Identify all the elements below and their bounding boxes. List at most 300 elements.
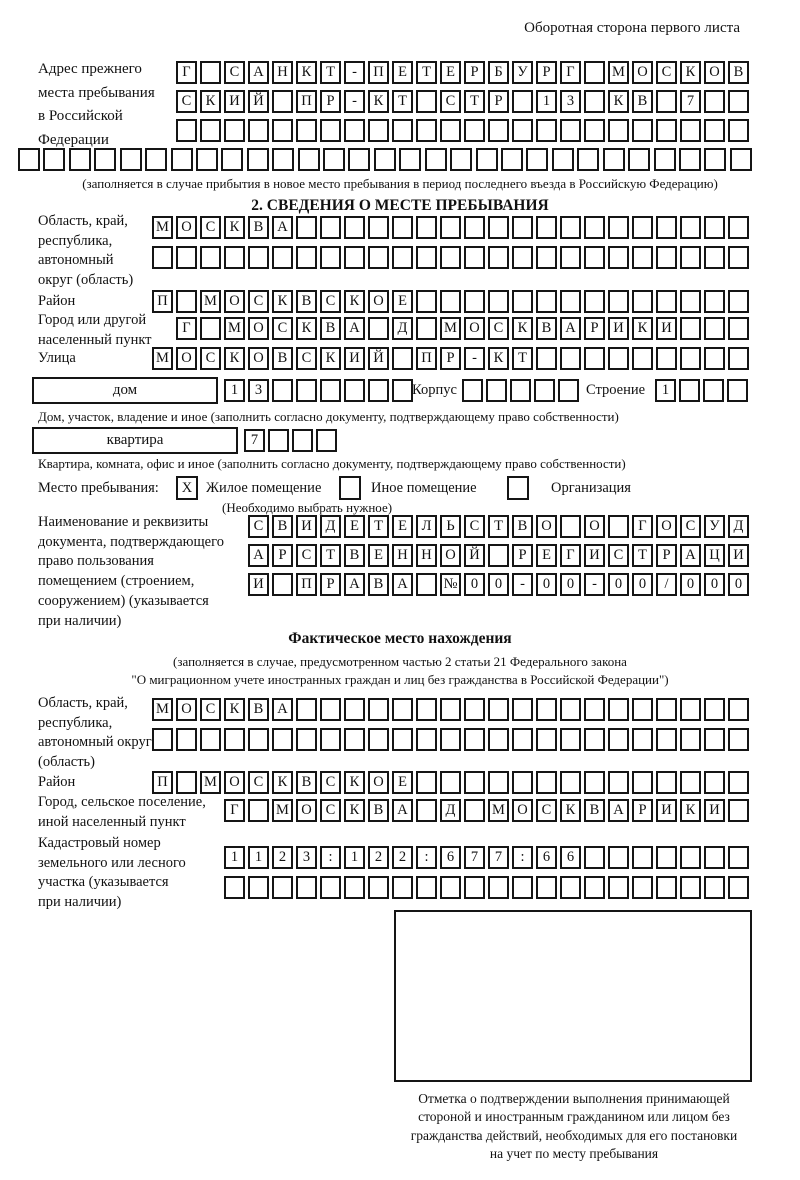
char-box[interactable]: - — [464, 347, 485, 370]
char-box[interactable] — [272, 246, 293, 269]
char-box[interactable] — [608, 515, 629, 538]
char-box[interactable] — [560, 771, 581, 794]
char-box[interactable] — [536, 728, 557, 751]
char-box[interactable] — [200, 119, 221, 142]
char-box[interactable] — [560, 698, 581, 721]
char-box[interactable]: Н — [416, 544, 437, 567]
char-box[interactable] — [680, 347, 701, 370]
char-box[interactable] — [584, 246, 605, 269]
char-box[interactable] — [221, 148, 243, 171]
char-box[interactable] — [344, 246, 365, 269]
char-box[interactable] — [536, 698, 557, 721]
char-box[interactable]: Р — [632, 799, 653, 822]
char-box[interactable] — [608, 771, 629, 794]
char-box[interactable] — [656, 728, 677, 751]
char-box[interactable] — [320, 119, 341, 142]
char-box[interactable]: С — [656, 61, 677, 84]
char-box[interactable] — [577, 148, 599, 171]
char-box[interactable]: Д — [728, 515, 749, 538]
char-box[interactable]: С — [248, 771, 269, 794]
char-box[interactable]: В — [248, 698, 269, 721]
checkbox-inoe-pomeshchenie[interactable] — [339, 476, 361, 500]
char-box[interactable]: Й — [248, 90, 269, 113]
char-box[interactable]: К — [224, 347, 245, 370]
char-box[interactable] — [656, 698, 677, 721]
char-box[interactable] — [320, 876, 341, 899]
char-box[interactable]: К — [488, 347, 509, 370]
char-box[interactable] — [392, 119, 413, 142]
char-box[interactable]: К — [224, 216, 245, 239]
char-box[interactable] — [654, 148, 676, 171]
char-box[interactable]: П — [416, 347, 437, 370]
char-box[interactable]: Е — [392, 290, 413, 313]
char-box[interactable] — [632, 876, 653, 899]
char-box[interactable]: Е — [392, 515, 413, 538]
char-box[interactable]: Д — [392, 317, 413, 340]
char-box[interactable]: В — [296, 771, 317, 794]
char-box[interactable] — [632, 347, 653, 370]
char-box[interactable]: С — [200, 216, 221, 239]
char-box[interactable] — [728, 698, 749, 721]
char-box[interactable]: / — [656, 573, 677, 596]
char-box[interactable] — [603, 148, 625, 171]
char-box[interactable]: № — [440, 573, 461, 596]
char-box[interactable]: В — [368, 799, 389, 822]
char-box[interactable]: А — [344, 573, 365, 596]
char-box[interactable] — [728, 119, 749, 142]
char-box[interactable] — [680, 846, 701, 869]
char-box[interactable]: : — [320, 846, 341, 869]
char-box[interactable] — [440, 771, 461, 794]
char-box[interactable]: С — [176, 90, 197, 113]
char-box[interactable]: И — [728, 544, 749, 567]
char-box[interactable] — [296, 698, 317, 721]
char-box[interactable] — [704, 347, 725, 370]
char-box[interactable]: Е — [440, 61, 461, 84]
char-box[interactable] — [584, 90, 605, 113]
char-box[interactable]: А — [248, 61, 269, 84]
char-box[interactable] — [416, 799, 437, 822]
char-box[interactable] — [608, 119, 629, 142]
char-box[interactable] — [171, 148, 193, 171]
char-box[interactable]: 7 — [244, 429, 265, 452]
char-box[interactable] — [558, 379, 579, 402]
char-box[interactable]: С — [200, 347, 221, 370]
char-box[interactable]: К — [296, 317, 317, 340]
char-box[interactable] — [560, 119, 581, 142]
char-box[interactable]: 0 — [728, 573, 749, 596]
char-box[interactable]: А — [680, 544, 701, 567]
char-box[interactable]: Г — [632, 515, 653, 538]
char-box[interactable]: С — [224, 61, 245, 84]
char-box[interactable] — [268, 429, 289, 452]
char-box[interactable] — [416, 90, 437, 113]
char-box[interactable]: И — [584, 544, 605, 567]
char-box[interactable]: С — [320, 290, 341, 313]
char-box[interactable]: С — [536, 799, 557, 822]
char-box[interactable]: С — [680, 515, 701, 538]
char-box[interactable] — [488, 876, 509, 899]
char-box[interactable] — [368, 379, 389, 402]
char-box[interactable] — [680, 728, 701, 751]
char-box[interactable]: Г — [560, 544, 581, 567]
char-box[interactable] — [704, 728, 725, 751]
char-box[interactable] — [728, 876, 749, 899]
char-box[interactable] — [296, 246, 317, 269]
char-box[interactable] — [512, 290, 533, 313]
char-box[interactable] — [704, 876, 725, 899]
char-box[interactable] — [632, 119, 653, 142]
char-box[interactable]: В — [296, 290, 317, 313]
char-box[interactable]: М — [272, 799, 293, 822]
char-box[interactable]: У — [704, 515, 725, 538]
char-box[interactable] — [272, 728, 293, 751]
char-box[interactable] — [344, 119, 365, 142]
char-box[interactable]: - — [344, 61, 365, 84]
char-box[interactable] — [272, 148, 294, 171]
char-box[interactable] — [704, 771, 725, 794]
char-box[interactable] — [296, 216, 317, 239]
char-box[interactable]: В — [584, 799, 605, 822]
char-box[interactable]: Ц — [704, 544, 725, 567]
char-box[interactable]: М — [152, 216, 173, 239]
char-box[interactable] — [512, 246, 533, 269]
char-box[interactable] — [584, 771, 605, 794]
char-box[interactable]: А — [248, 544, 269, 567]
char-box[interactable] — [704, 846, 725, 869]
char-box[interactable] — [656, 290, 677, 313]
char-box[interactable] — [704, 290, 725, 313]
char-box[interactable]: М — [488, 799, 509, 822]
char-box[interactable]: В — [272, 515, 293, 538]
char-box[interactable] — [272, 119, 293, 142]
char-box[interactable] — [680, 290, 701, 313]
char-box[interactable] — [704, 119, 725, 142]
char-box[interactable] — [584, 728, 605, 751]
char-box[interactable] — [392, 698, 413, 721]
char-box[interactable] — [152, 728, 173, 751]
char-box[interactable]: С — [272, 317, 293, 340]
char-box[interactable]: - — [584, 573, 605, 596]
char-box[interactable] — [296, 728, 317, 751]
char-box[interactable]: И — [296, 515, 317, 538]
char-box[interactable] — [344, 216, 365, 239]
char-box[interactable]: И — [344, 347, 365, 370]
char-box[interactable] — [416, 698, 437, 721]
char-box[interactable] — [534, 379, 555, 402]
char-box[interactable] — [536, 771, 557, 794]
char-box[interactable]: 7 — [680, 90, 701, 113]
char-box[interactable] — [536, 119, 557, 142]
char-box[interactable] — [526, 148, 548, 171]
char-box[interactable] — [560, 216, 581, 239]
char-box[interactable] — [248, 119, 269, 142]
char-box[interactable] — [323, 148, 345, 171]
char-box[interactable]: 3 — [248, 379, 269, 402]
char-box[interactable]: Г — [176, 61, 197, 84]
char-box[interactable]: Г — [176, 317, 197, 340]
char-box[interactable] — [176, 290, 197, 313]
char-box[interactable] — [368, 216, 389, 239]
char-box[interactable] — [488, 771, 509, 794]
char-box[interactable]: Р — [272, 544, 293, 567]
char-box[interactable] — [200, 317, 221, 340]
char-box[interactable]: О — [464, 317, 485, 340]
char-box[interactable] — [416, 317, 437, 340]
char-box[interactable]: М — [200, 290, 221, 313]
char-box[interactable]: О — [248, 347, 269, 370]
char-box[interactable] — [94, 148, 116, 171]
char-box[interactable] — [248, 799, 269, 822]
char-box[interactable]: В — [728, 61, 749, 84]
char-box[interactable]: К — [320, 347, 341, 370]
char-box[interactable] — [176, 119, 197, 142]
char-box[interactable]: В — [320, 317, 341, 340]
char-box[interactable]: П — [152, 290, 173, 313]
char-box[interactable]: О — [176, 347, 197, 370]
char-box[interactable]: Е — [368, 544, 389, 567]
char-box[interactable]: 6 — [536, 846, 557, 869]
char-box[interactable] — [512, 698, 533, 721]
char-box[interactable]: В — [536, 317, 557, 340]
char-box[interactable]: О — [224, 771, 245, 794]
char-box[interactable]: К — [512, 317, 533, 340]
char-box[interactable] — [464, 698, 485, 721]
char-box[interactable] — [464, 876, 485, 899]
char-box[interactable] — [416, 771, 437, 794]
char-box[interactable] — [728, 90, 749, 113]
char-box[interactable]: С — [464, 515, 485, 538]
char-box[interactable] — [656, 216, 677, 239]
char-box[interactable] — [536, 876, 557, 899]
char-box[interactable]: М — [152, 347, 173, 370]
char-box[interactable]: Г — [224, 799, 245, 822]
char-box[interactable]: Т — [392, 90, 413, 113]
char-box[interactable]: К — [272, 290, 293, 313]
char-box[interactable] — [152, 246, 173, 269]
char-box[interactable]: 0 — [632, 573, 653, 596]
char-box[interactable]: В — [344, 544, 365, 567]
char-box[interactable] — [728, 290, 749, 313]
char-box[interactable] — [488, 698, 509, 721]
char-box[interactable]: 1 — [224, 379, 245, 402]
char-box[interactable]: 0 — [608, 573, 629, 596]
char-box[interactable]: : — [416, 846, 437, 869]
char-box[interactable] — [632, 246, 653, 269]
char-box[interactable] — [560, 290, 581, 313]
char-box[interactable] — [416, 573, 437, 596]
char-box[interactable]: 7 — [488, 846, 509, 869]
char-box[interactable]: 0 — [464, 573, 485, 596]
char-box[interactable]: М — [440, 317, 461, 340]
char-box[interactable]: А — [392, 799, 413, 822]
char-box[interactable] — [728, 728, 749, 751]
char-box[interactable] — [320, 246, 341, 269]
char-box[interactable]: Й — [368, 347, 389, 370]
char-box[interactable] — [298, 148, 320, 171]
char-box[interactable] — [320, 698, 341, 721]
char-box[interactable] — [608, 846, 629, 869]
char-box[interactable] — [680, 246, 701, 269]
char-box[interactable]: С — [296, 544, 317, 567]
char-box[interactable] — [392, 379, 413, 402]
char-box[interactable]: 0 — [704, 573, 725, 596]
char-box[interactable] — [224, 119, 245, 142]
char-box[interactable] — [292, 429, 313, 452]
char-box[interactable]: 7 — [464, 846, 485, 869]
char-box[interactable] — [628, 148, 650, 171]
char-box[interactable] — [272, 573, 293, 596]
char-box[interactable]: К — [200, 90, 221, 113]
char-box[interactable]: И — [656, 799, 677, 822]
char-box[interactable] — [464, 290, 485, 313]
char-box[interactable] — [552, 148, 574, 171]
char-box[interactable]: С — [608, 544, 629, 567]
char-box[interactable] — [608, 216, 629, 239]
char-box[interactable] — [728, 246, 749, 269]
char-box[interactable] — [368, 317, 389, 340]
char-box[interactable] — [512, 771, 533, 794]
char-box[interactable]: И — [656, 317, 677, 340]
char-box[interactable] — [399, 148, 421, 171]
char-box[interactable]: Р — [536, 61, 557, 84]
char-box[interactable] — [704, 246, 725, 269]
char-box[interactable]: О — [248, 317, 269, 340]
char-box[interactable] — [679, 379, 700, 402]
char-box[interactable] — [584, 876, 605, 899]
char-box[interactable] — [374, 148, 396, 171]
char-box[interactable] — [488, 246, 509, 269]
char-box[interactable]: М — [608, 61, 629, 84]
char-box[interactable] — [728, 317, 749, 340]
char-box[interactable] — [392, 347, 413, 370]
char-box[interactable] — [69, 148, 91, 171]
char-box[interactable] — [608, 347, 629, 370]
char-box[interactable]: Т — [320, 61, 341, 84]
char-box[interactable] — [584, 846, 605, 869]
char-box[interactable] — [704, 698, 725, 721]
char-box[interactable] — [512, 90, 533, 113]
char-box[interactable]: О — [536, 515, 557, 538]
char-box[interactable] — [728, 347, 749, 370]
char-box[interactable] — [392, 728, 413, 751]
char-box[interactable] — [728, 771, 749, 794]
char-box[interactable]: - — [512, 573, 533, 596]
char-box[interactable] — [200, 728, 221, 751]
char-box[interactable] — [488, 544, 509, 567]
char-box[interactable] — [344, 728, 365, 751]
char-box[interactable]: 0 — [488, 573, 509, 596]
char-box[interactable] — [272, 876, 293, 899]
char-box[interactable]: К — [224, 698, 245, 721]
char-box[interactable] — [440, 728, 461, 751]
char-box[interactable] — [464, 799, 485, 822]
char-box[interactable]: А — [392, 573, 413, 596]
char-box[interactable]: К — [344, 799, 365, 822]
char-box[interactable] — [584, 290, 605, 313]
char-box[interactable]: Р — [440, 347, 461, 370]
char-box[interactable]: К — [344, 771, 365, 794]
char-box[interactable] — [200, 246, 221, 269]
char-box[interactable] — [320, 728, 341, 751]
char-box[interactable]: Е — [392, 771, 413, 794]
char-box[interactable]: О — [632, 61, 653, 84]
char-box[interactable]: С — [248, 290, 269, 313]
char-box[interactable] — [680, 317, 701, 340]
char-box[interactable] — [416, 290, 437, 313]
char-box[interactable]: Р — [464, 61, 485, 84]
char-box[interactable] — [120, 148, 142, 171]
char-box[interactable] — [536, 216, 557, 239]
char-box[interactable]: М — [200, 771, 221, 794]
char-box[interactable] — [440, 216, 461, 239]
char-box[interactable] — [656, 846, 677, 869]
char-box[interactable] — [728, 216, 749, 239]
char-box[interactable] — [656, 771, 677, 794]
char-box[interactable] — [680, 771, 701, 794]
char-box[interactable]: М — [224, 317, 245, 340]
char-box[interactable] — [440, 290, 461, 313]
char-box[interactable] — [704, 216, 725, 239]
char-box[interactable] — [368, 698, 389, 721]
char-box[interactable] — [584, 216, 605, 239]
char-box[interactable]: С — [248, 515, 269, 538]
char-box[interactable] — [224, 876, 245, 899]
char-box[interactable] — [488, 728, 509, 751]
char-box[interactable]: 1 — [248, 846, 269, 869]
char-box[interactable] — [560, 728, 581, 751]
char-box[interactable] — [728, 799, 749, 822]
char-box[interactable]: П — [296, 90, 317, 113]
char-box[interactable]: К — [296, 61, 317, 84]
char-box[interactable] — [464, 119, 485, 142]
char-box[interactable] — [560, 876, 581, 899]
char-box[interactable]: 2 — [368, 846, 389, 869]
char-box[interactable] — [416, 246, 437, 269]
char-box[interactable]: С — [200, 698, 221, 721]
char-box[interactable] — [704, 148, 726, 171]
char-box[interactable] — [316, 429, 337, 452]
checkbox-zhiloe-pomeshchenie[interactable]: X — [176, 476, 198, 500]
char-box[interactable]: А — [272, 216, 293, 239]
char-box[interactable] — [43, 148, 65, 171]
char-box[interactable] — [392, 216, 413, 239]
char-box[interactable] — [224, 246, 245, 269]
char-box[interactable]: Е — [344, 515, 365, 538]
char-box[interactable]: О — [584, 515, 605, 538]
char-box[interactable] — [656, 90, 677, 113]
char-box[interactable] — [176, 771, 197, 794]
char-box[interactable]: Л — [416, 515, 437, 538]
char-box[interactable]: - — [344, 90, 365, 113]
char-box[interactable]: К — [608, 90, 629, 113]
char-box[interactable]: В — [368, 573, 389, 596]
char-box[interactable]: А — [272, 698, 293, 721]
char-box[interactable] — [176, 728, 197, 751]
char-box[interactable] — [704, 90, 725, 113]
char-box[interactable] — [632, 771, 653, 794]
char-box[interactable] — [440, 246, 461, 269]
char-box[interactable]: К — [272, 771, 293, 794]
char-box[interactable]: Ь — [440, 515, 461, 538]
char-box[interactable]: Т — [488, 515, 509, 538]
char-box[interactable]: С — [488, 317, 509, 340]
char-box[interactable] — [608, 728, 629, 751]
char-box[interactable]: 6 — [560, 846, 581, 869]
char-box[interactable]: Р — [584, 317, 605, 340]
char-box[interactable] — [680, 216, 701, 239]
char-box[interactable] — [560, 515, 581, 538]
